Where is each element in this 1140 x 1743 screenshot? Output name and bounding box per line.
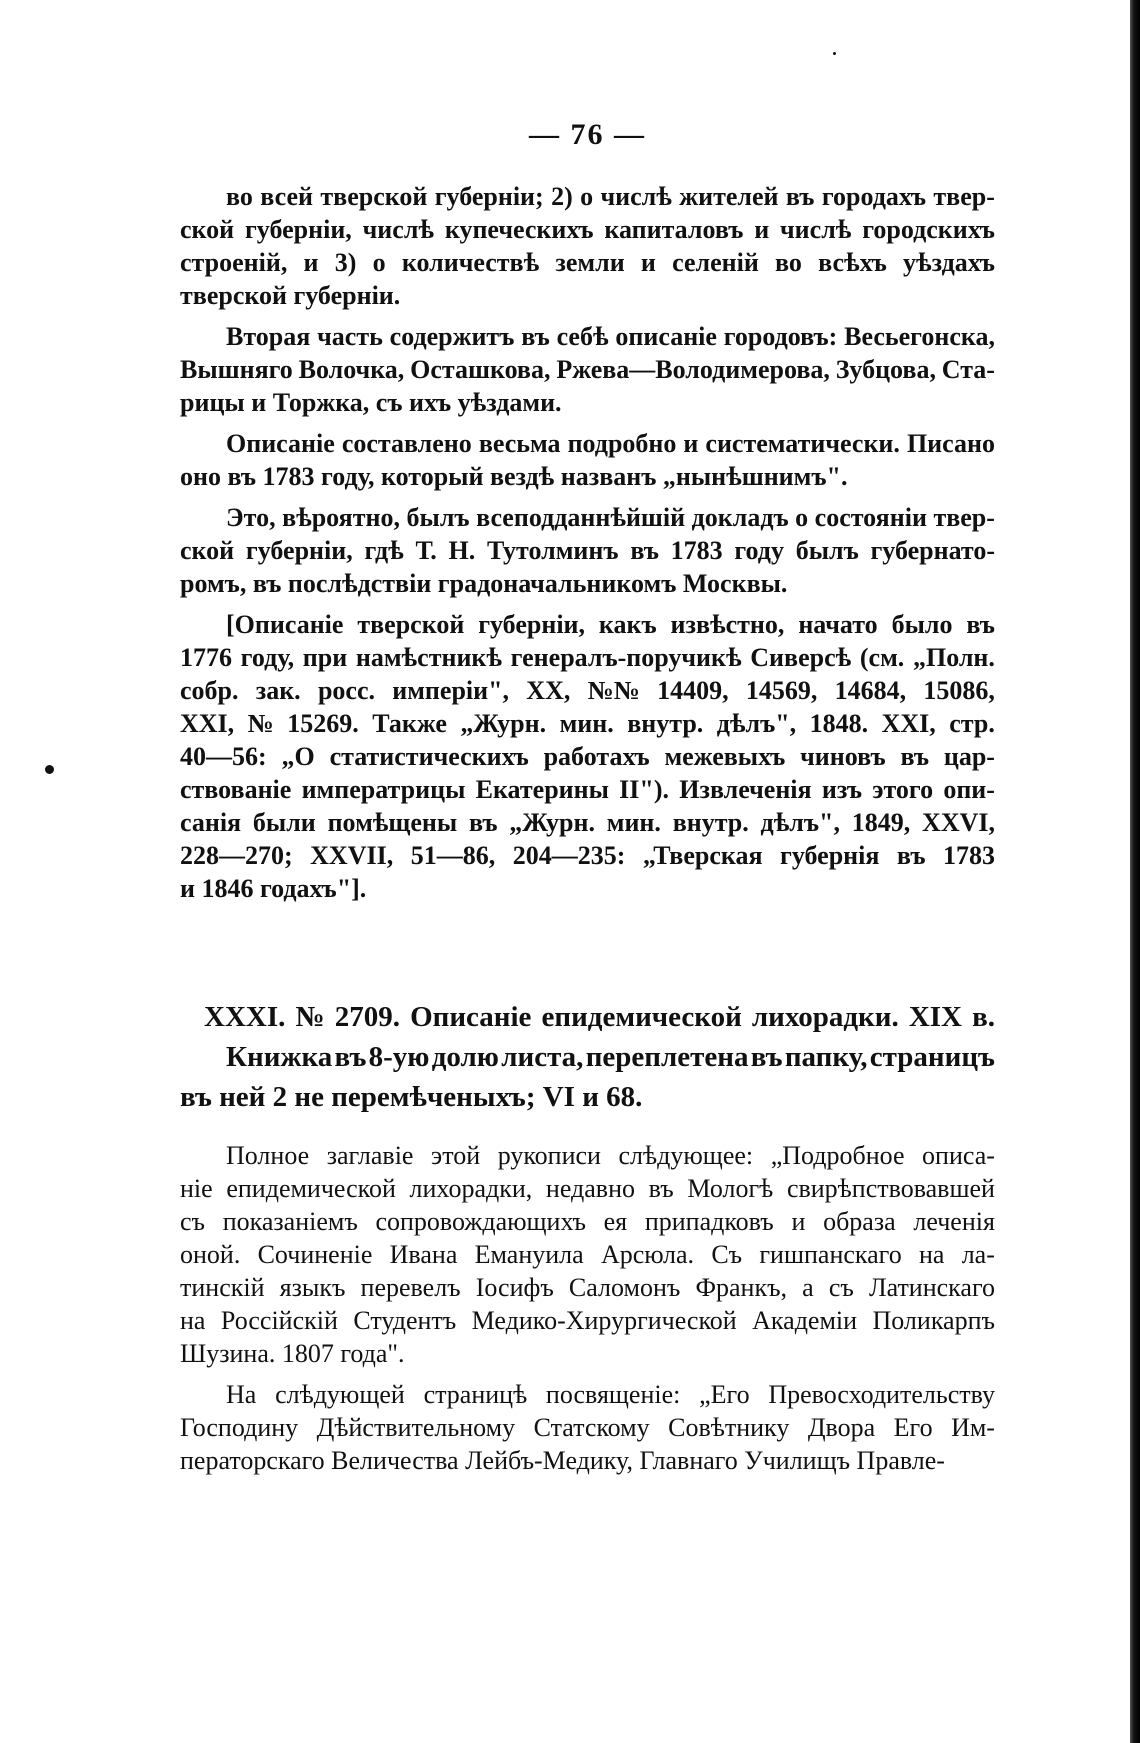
heading-description-line: Книжка въ 8-ую долю листа, переплетена въ папку, страницъ: [226, 1041, 995, 1073]
top-paragraph: [180, 608, 995, 905]
text-line: собр. зак. росс. имперіи", XX, №№ 14409, 14569, 14684, 15086,: [180, 676, 995, 705]
text-line: Вышняго Волочка, Осташкова, Ржева—Володимерова, Зубцова, Ста-: [180, 355, 995, 384]
top-paragraph: [180, 320, 995, 419]
text-line: Описаніе составлено весьма подробно и систематически. Писано: [226, 429, 995, 458]
text-line: ской губерніи, числѣ купеческихъ капиталовъ и числѣ городскихъ: [180, 215, 995, 244]
text-line: ской губерніи, гдѣ Т. Н. Тутолминъ въ 1783 году былъ губернато-: [180, 536, 995, 565]
text-line: Вторая часть содержитъ въ себѣ описаніе городовъ: Весьегонска,: [226, 322, 995, 351]
text-line: оно въ 1783 году, который вездѣ названъ „нынѣшнимъ".: [180, 462, 848, 491]
text-line: ствованіе императрицы Екатерины II"). Извлеченія изъ этого опи-: [180, 775, 995, 804]
text-line: тинскій языкъ перевелъ Іосифъ Саломонъ Франкъ, а съ Латинскаго: [180, 1273, 995, 1302]
text-line: XXI, № 15269. Также „Журн. мин. внутр. дѣлъ", 1848. XXI, стр.: [180, 709, 995, 738]
text-line: [Описаніе тверской губерніи, какъ извѣстно, начато было въ: [226, 610, 995, 639]
text-line: на Россійскій Студентъ Медико-Хирургической Академіи Поликарпъ: [180, 1306, 995, 1335]
ink-speck: [833, 52, 836, 55]
text-line: строеній, и 3) о количествѣ земли и селеній во всѣхъ уѣздахъ: [180, 248, 995, 277]
page-number: — 76 —: [529, 118, 646, 151]
page-edge-shadow: [1130, 0, 1140, 1743]
text-line: Это, вѣроятно, былъ всеподданнѣйшій докладъ о состояніи твер-: [226, 503, 995, 532]
text-line: Полное заглавіе этой рукописи слѣдующее: „Подробное описа-: [226, 1141, 995, 1170]
text-line: 228—270; XXVII, 51—86, 204—235: „Тверская губернія въ 1783: [180, 841, 995, 870]
top-section: [180, 180, 995, 905]
text-line: Шузина. 1807 года".: [180, 1339, 405, 1368]
entry-body: [180, 1139, 995, 1477]
page-body: [180, 118, 995, 1477]
text-line: съ показаніемъ сопровождающихъ ея припадковъ и образа леченія: [180, 1207, 995, 1236]
text-line: ператорскаго Величества Лейбъ-Медику, Главнаго Училищъ Правле-: [180, 1446, 945, 1475]
text-line: во всей тверской губерніи; 2) о числѣ жителей въ городахъ твер-: [226, 182, 995, 211]
text-line: санія были помѣщены въ „Журн. мин. внутр. дѣлъ", 1849, XXVI,: [180, 808, 995, 837]
text-line: На слѣдующей страницѣ посвященіе: „Его Превосходительству: [226, 1380, 995, 1409]
text-line: 1776 году, при намѣстникѣ генералъ-поручикѣ Сиверсѣ (см. „Полн.: [180, 643, 995, 672]
text-line: рицы и Торжка, съ ихъ уѣздами.: [180, 388, 562, 417]
text-line: Господину Дѣйствительному Статскому Совѣтнику Двора Его Им-: [180, 1413, 995, 1442]
heading-title: XXXI. № 2709. Описаніе епидемической лихорадки. XIX в.: [204, 1001, 995, 1033]
text-line: 40—56: „О статистическихъ работахъ межевыхъ чиновъ въ цар-: [180, 742, 995, 771]
entry-heading: [180, 997, 995, 1117]
entry-paragraph: [180, 1378, 995, 1477]
entry-paragraph: [180, 1139, 995, 1370]
top-paragraph: [180, 501, 995, 600]
heading-description-line: въ ней 2 не перемѣченыхъ; VI и 68.: [180, 1081, 643, 1113]
text-line: оной. Сочиненіе Ивана Емануила Арсюла. Съ гишпанскаго на ла-: [180, 1240, 995, 1269]
text-line: и 1846 годахъ"].: [180, 874, 367, 903]
text-line: ніе епидемической лихорадки, недавно въ Мологѣ свирѣпствовавшей: [180, 1174, 995, 1203]
top-paragraph: [180, 427, 995, 493]
top-paragraph: [180, 180, 995, 312]
ink-speck: [45, 765, 54, 774]
text-line: тверской губерніи.: [180, 281, 401, 310]
text-line: ромъ, въ послѣдствіи градоначальникомъ Москвы.: [180, 569, 788, 598]
